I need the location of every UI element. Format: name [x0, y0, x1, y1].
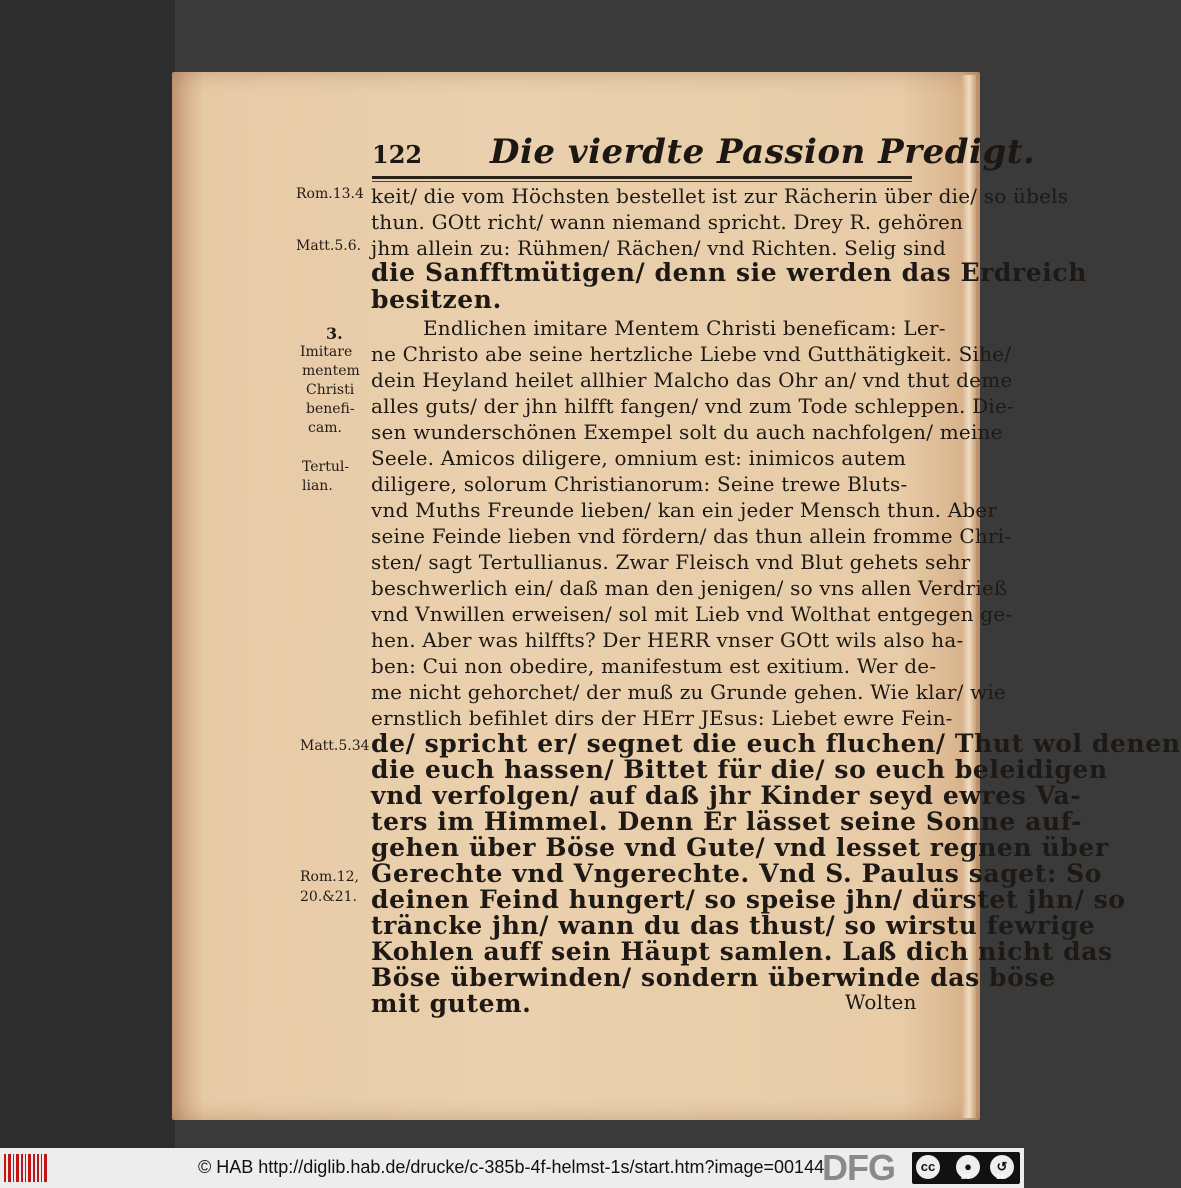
page-number: 122 [372, 140, 423, 169]
text-line: Kohlen auff sein Häupt samlen. Laß dich nicht das [371, 937, 1113, 966]
text-line: vnd verfolgen/ auf daß jhr Kinder seyd ewres Va- [371, 781, 1082, 810]
text-line: deinen Feind hungert/ so speise jhn/ dürstet jhn/ so [371, 885, 1126, 914]
margin-note: Rom.12, [300, 869, 359, 885]
text-line: sten/ sagt Tertullianus. Zwar Fleisch vnd Blut gehets sehr [371, 550, 971, 574]
text-line: besitzen. [371, 285, 502, 314]
catchword: Wolten [845, 990, 917, 1014]
license-label: BY [961, 1174, 971, 1181]
license-label: SA [996, 1174, 1006, 1181]
page-header [372, 132, 1036, 176]
viewer-footer [0, 1148, 1024, 1188]
text-line: me nicht gehorchet/ der muß zu Grunde gehen. Wie klar/ wie [371, 680, 1007, 704]
dfg-logo: DFG [822, 1147, 895, 1188]
text-line: sen wunderschönen Exempel solt du auch nachfolgen/ meine [371, 420, 1003, 444]
text-line: de/ spricht er/ segnet die euch fluchen/ Thut wol denen [371, 729, 1181, 758]
text-line: Seele. Amicos diligere, omnium est: inimicos autem [371, 446, 906, 470]
text-line: mit gutem. [371, 989, 532, 1018]
running-head: Die vierdte Passion Predigt. [490, 132, 1036, 172]
margin-note: mentem [302, 363, 360, 379]
text-line: alles guts/ der jhn hilfft fangen/ vnd zum Tode schleppen. Die- [371, 394, 1014, 418]
text-line: ters im Himmel. Denn Er lässet seine Sonne auf- [371, 807, 1083, 836]
text-line: Gerechte vnd Vngerechte. Vnd S. Paulus saget: So [371, 859, 1103, 888]
text-line: hen. Aber was hilffts? Der HERR vnser GOtt wils also ha- [371, 628, 964, 652]
margin-note: cam. [308, 420, 342, 436]
cc-license-icon[interactable] [912, 1152, 1020, 1184]
text-line: ben: Cui non obedire, manifestum est exitium. Wer de- [371, 654, 937, 678]
text-line: diligere, solorum Christianorum: Seine trewe Bluts- [371, 472, 908, 496]
margin-note: Matt.5.34 [300, 738, 370, 754]
text-line: Endlichen imitare Mentem Christi beneficam: Ler- [423, 316, 946, 340]
text-line: jhm allein zu: Rühmen/ Rächen/ vnd Richten. Selig sind [371, 236, 947, 260]
text-line: keit/ die vom Höchsten bestellet ist zur Rächerin über die/ so übels [371, 184, 1069, 208]
text-line: seine Feinde lieben vnd fördern/ das thun allein fromme Chri- [371, 524, 1012, 548]
margin-note: Tertul- [302, 459, 350, 475]
text-line: thun. GOtt richt/ wann niemand spricht. Drey R. gehören [371, 210, 964, 234]
margin-note: lian. [302, 478, 333, 494]
text-line: träncke jhn/ wann du das thust/ so wirstu fewrige [371, 911, 1096, 940]
text-line: ne Christo abe seine hertzliche Liebe vnd Gutthätigkeit. Sihe/ [371, 342, 1012, 366]
barcode-icon [4, 1154, 48, 1182]
text-line: die euch hassen/ Bittet für die/ so euch beleidigen [371, 755, 1108, 784]
margin-note: 3. [326, 324, 343, 343]
cc-icon: cc [916, 1155, 940, 1179]
text-line: vnd Vnwillen erweisen/ sol mit Lieb vnd Wolthat entgegen ge- [371, 602, 1013, 626]
text-line: die Sanfftmütigen/ denn sie werden das Erdreich [371, 258, 1087, 287]
attribution-link[interactable]: © HAB http://diglib.hab.de/drucke/c-385b-4f-helmst-1s/start.htm?image=00144 [198, 1157, 825, 1177]
scanner-background-left [0, 0, 175, 1148]
margin-note: 20.&21. [300, 889, 357, 905]
margin-note: Imitare [300, 344, 353, 360]
text-line: beschwerlich ein/ daß man den jenigen/ so vns allen Verdrieß [371, 576, 1008, 600]
text-line: ernstlich befihlet dirs der HErr JEsus: Liebet ewre Fein- [371, 706, 953, 730]
header-rule-thin [372, 181, 912, 182]
text-line: dein Heyland heilet allhier Malcho das Ohr an/ vnd thut deme [371, 368, 1013, 392]
margin-note: Matt.5.6. [296, 238, 362, 254]
sa-icon: ↺ [990, 1155, 1014, 1179]
text-line: vnd Muths Freunde lieben/ kan ein jeder Mensch thun. Aber [371, 498, 998, 522]
margin-note: Christi [306, 382, 355, 398]
header-rule [372, 176, 912, 179]
margin-note: Rom.13.4 [296, 186, 364, 202]
text-line: gehen über Böse vnd Gute/ vnd lesset regnen über [371, 833, 1109, 862]
text-line: Böse überwinden/ sondern überwinde das böse [371, 963, 1056, 992]
by-icon: ● [956, 1155, 980, 1179]
margin-note: benefi- [306, 401, 355, 417]
